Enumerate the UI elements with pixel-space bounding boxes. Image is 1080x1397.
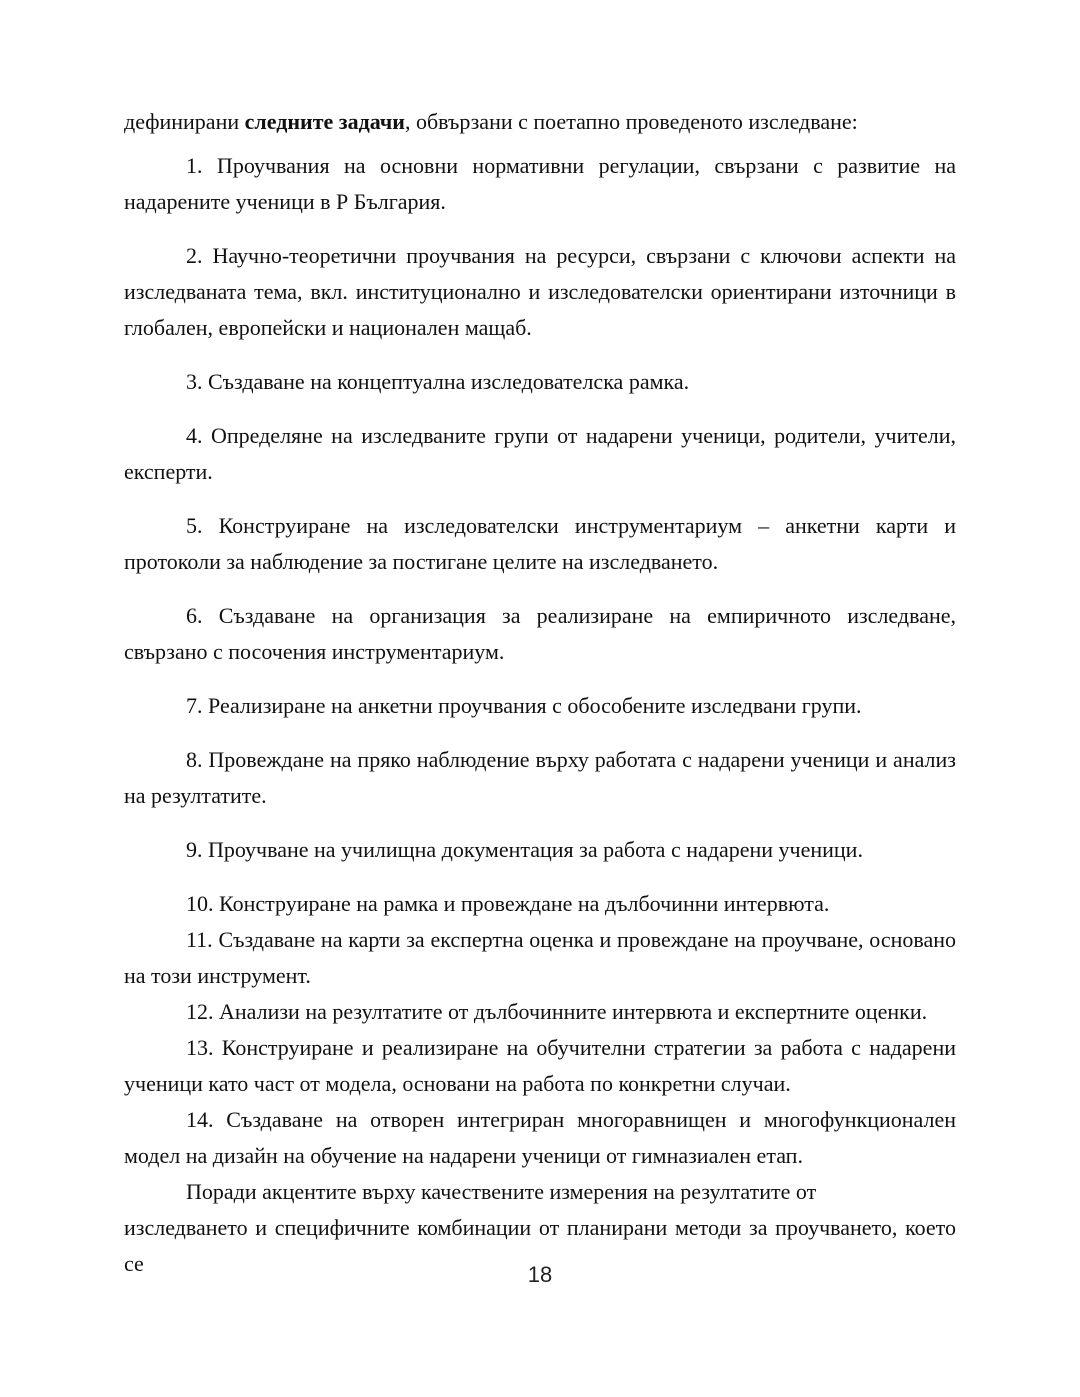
page-number: 18	[527, 1262, 553, 1287]
intro-prefix-text: дефинирани	[124, 109, 245, 134]
task-item: 9. Проучване на училищна документация за работа с надарени ученици.	[186, 837, 863, 862]
task-item: 14. Създаване на отворен интегриран многоравнищен и многофункционален модел на дизайн на обучение на надарени ученици от гимназиален етап.	[124, 1107, 956, 1168]
task-item: 11. Създаване на карти за експертна оценка и провеждане на проучване, основано на този инструмент.	[124, 927, 956, 988]
task-item: 4. Определяне на изследваните групи от надарени ученици, родители, учители, експерти.	[124, 423, 956, 484]
paragraph-intro	[124, 104, 956, 140]
paragraph-closing-line1: Поради акцентите върху качествените измерения на резултатите от	[186, 1179, 817, 1204]
task-item: 6. Създаване на организация за реализиране на емпиричното изследване, свързано с посочения инструментариум.	[124, 603, 956, 664]
task-item: 10. Конструиране на рамка и провеждане на дълбочинни интервюта.	[186, 891, 830, 916]
task-item: 5. Конструиране на изследователски инструментариум – анкетни карти и протоколи за наблюдение за постигане целите на изследването.	[124, 513, 956, 574]
intro-suffix-text: , обвързани с поетапно проведеното изследване:	[404, 109, 858, 134]
page-content	[124, 104, 956, 1282]
task-item: 2. Научно-теоретични проучвания на ресурси, свързани с ключови аспекти на изследваната тема, вкл. институционално и изследователски ориентирани източници в глобален, европейски и национален мащаб.	[124, 243, 956, 340]
task-item: 3. Създаване на концептуална изследователска рамка.	[186, 369, 690, 394]
task-item: 13. Конструиране и реализиране на обучителни стратегии за работа с надарени ученици като част от модела, основани на работа по конкретни случаи.	[124, 1035, 956, 1096]
paragraph-closing-line2: изследването и специфичните комбинации от планирани методи за проучването, което се	[124, 1215, 956, 1276]
task-item: 7. Реализиране на анкетни проучвания с обособените изследвани групи.	[186, 693, 862, 718]
intro-bold-text: следните задачи	[244, 109, 405, 134]
task-list	[124, 148, 956, 1174]
task-item: 12. Анализи на резултатите от дълбочинните интервюта и експертните оценки.	[186, 999, 928, 1024]
task-item: 8. Провеждане на пряко наблюдение върху работата с надарени ученици и анализ на резултатите.	[124, 747, 956, 808]
task-item: 1. Проучвания на основни нормативни регулации, свързани с развитие на надарените ученици в Р България.	[124, 153, 956, 214]
